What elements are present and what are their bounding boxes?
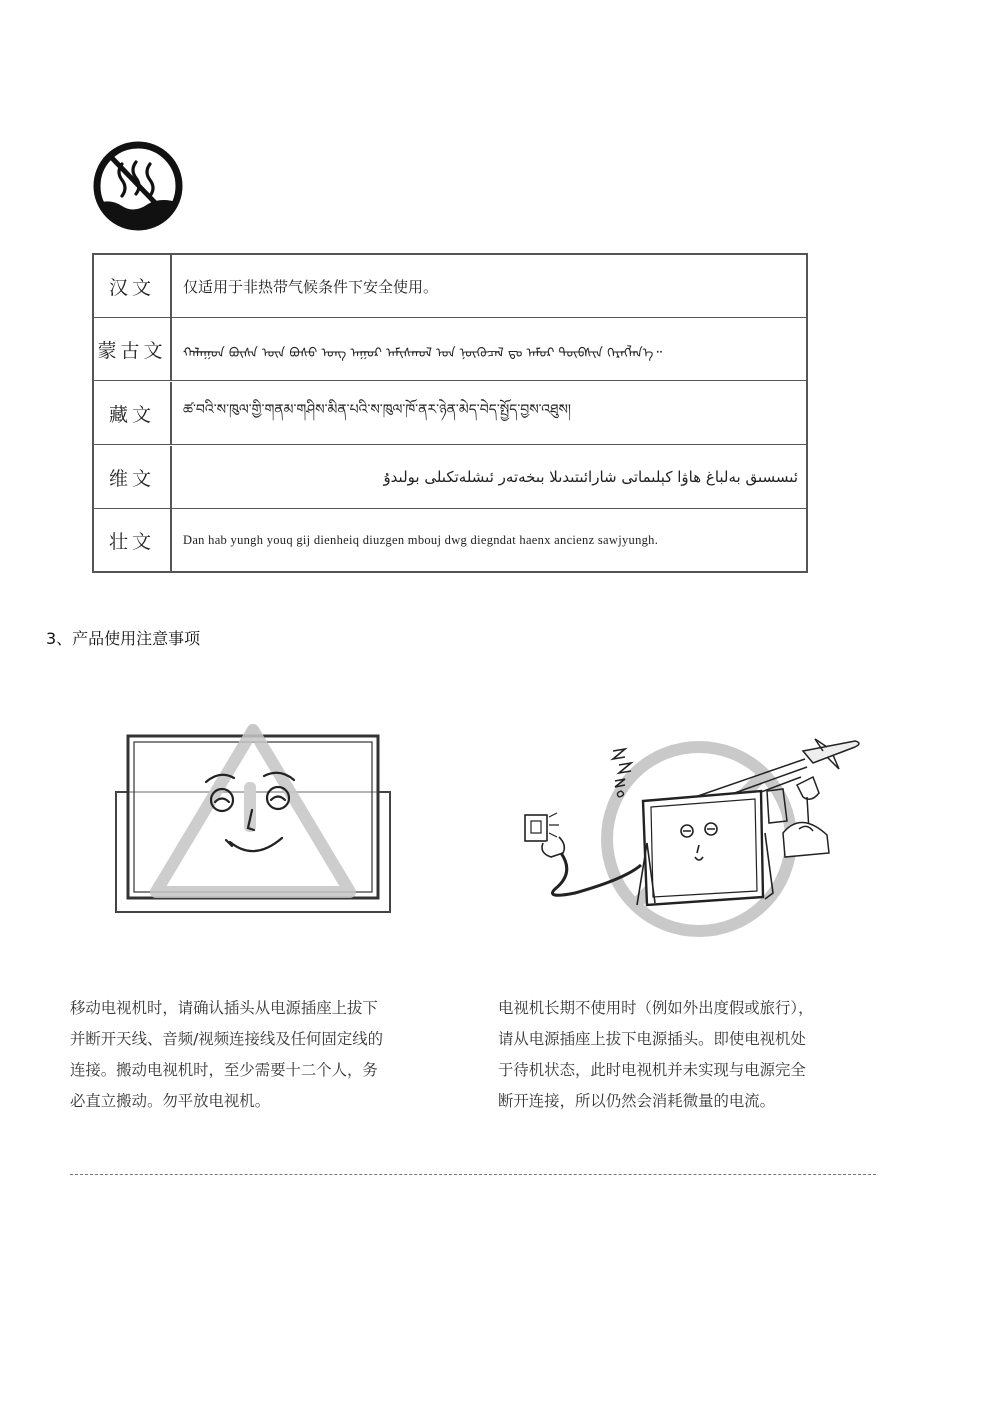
language-text: Dan hab yungh youq gij dienheiq diuzgen mbouj dwg diegndat haenx ancienz sawjyungh. [183,533,659,547]
language-text: ᠬᠠᠯᠠᠭᠤᠨ ᠪᠦᠰᠡ ᠦᠨ ᠪᠤᠰᠤ ᠤᠩ ᠠᠭᠤᠷ ᠠᠮᠢᠰᠬᠤᠯ ᠤᠨ ᠨᠥᠬᠦᠴᠡᠯ ᠳᠤ ᠠᠮᠤᠷ ᠲᠦᠪᠰᠢᠨ ᠬᠡᠷᠡᠭᠯᠡᠨ᠎ᠡ᠃ [183,345,662,361]
note-line: 请从电源插座上拔下电源插头。即使电视机处 [498,1030,806,1048]
language-label: 蒙古文 [94,318,172,380]
language-table [92,253,808,573]
non-tropical-climate-icon [92,140,184,232]
table-row [94,509,806,572]
table-row [94,255,806,318]
section-title: 3、产品使用注意事项 [46,629,201,648]
language-text: ཚ་བའི་ས་ཁུལ་གྱི་གནམ་གཤིས་མིན་པའི་ས་ཁུལ་ཁོ་ནར་ཉེན་མེད་བེད་སྤྱོད་བྱས་འཐུས། [183,402,572,418]
note-line: 并断开天线、音频/视频连接线及任何固定线的 [70,1030,383,1048]
language-text: ئىسسىق بەلباغ ھاۋا كېلىماتى شارائىتىدىلا بىخەتەر ئىشلەتكىلى بولىدۇ [383,468,798,486]
unplug-note [498,993,878,1117]
language-label: 汉文 [94,255,172,317]
language-label: 藏文 [94,382,172,444]
language-label: 壮文 [94,509,172,572]
language-text: 仅适用于非热带气候条件下安全使用。 [183,277,439,296]
note-line: 移动电视机时，请确认插头从电源插座上拔下 [70,999,378,1017]
tv-move-caution-illustration [112,722,394,918]
language-label: 维文 [94,446,172,508]
section-divider [70,1174,876,1175]
note-line: 连接。搬动电视机时，至少需要十二个人，务 [70,1061,378,1079]
note-line: 于待机状态，此时电视机并未实现与电源完全 [498,1061,806,1079]
tv-unplug-illustration [515,733,867,943]
note-line: 必直立搬动。勿平放电视机。 [70,1092,271,1110]
move-caution-note [70,993,450,1117]
note-line: 电视机长期不使用时（例如外出度假或旅行）， [498,999,814,1017]
note-line: 断开连接，所以仍然会消耗微量的电流。 [498,1092,776,1110]
table-row [94,382,806,445]
table-row [94,446,806,509]
table-row [94,318,806,381]
